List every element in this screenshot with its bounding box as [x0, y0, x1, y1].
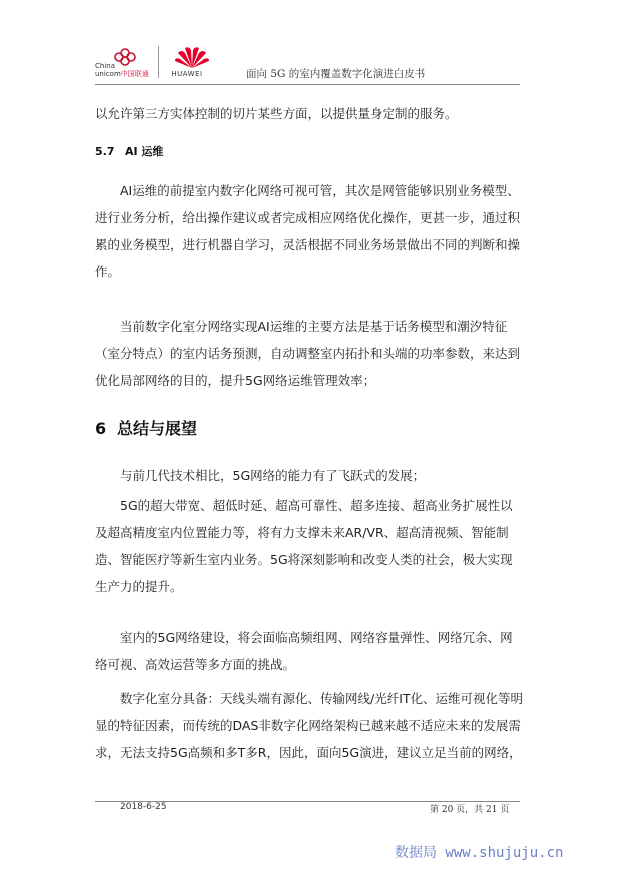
watermark: 数据局 www.shujuju.cn	[395, 845, 564, 861]
header-rule	[95, 84, 520, 85]
footer-date: 2018-6-25	[120, 802, 167, 812]
summary-paragraph-4: 数字化室分具备：天线头端有源化、传输网线/光纤IT化、运维可视化等明显的特征因素，而传统的DAS非数字化网络架构已越来越不适应未来的发展需求，无法支持5G高频和多T多R，因此，面向5G演进，建议立足当前的网络，	[95, 691, 524, 760]
section-heading-6	[95, 416, 197, 439]
section-title: AI 运维	[125, 145, 164, 158]
summary-paragraph-2: 5G的超大带宽、超低时延、超高可靠性、超多连接、超高业务扩展性以及超高精度室内位置能力等，将有力支撑未来AR/VR、超高清视频、智能制造、智能医疗等新生室内业务。5G将深刻影响和改变人类的社会，极大实现生产力的提升。	[95, 498, 513, 594]
section-number: 6	[95, 419, 107, 438]
ai-ops-paragraph-1: AI运维的前提室内数字化网络可视可管，其次是网管能够识别业务模型、进行业务分析，给出操作建议或者完成相应网络优化操作，更甚一步，通过积累的业务模型，进行机器自学习，灵活根据不同业务场景做出不同的判断和操作。	[95, 183, 521, 279]
summary-paragraph-3: 室内的5G网络建设，将会面临高频组网、网络容量弹性、网络冗余、网络可视、高效运营等多方面的挑战。	[95, 630, 513, 672]
section-number: 5.7	[95, 145, 115, 158]
huawei-logo-text: HUAWEI	[171, 70, 203, 78]
section-title: 总结与展望	[117, 419, 198, 438]
section-heading-5-7	[95, 143, 163, 159]
intro-paragraph: 以允许第三方实体控制的切片某些方面，以提供量身定制的服务。	[95, 106, 458, 121]
summary-paragraph-1: 与前几代技术相比，5G网络的能力有了飞跃式的发展；	[120, 468, 426, 483]
unicom-logo-text: China unicom中国联通	[95, 62, 149, 78]
ai-ops-paragraph-2: 当前数字化室分网络实现AI运维的主要方法是基于话务模型和潮汐特征（室分特点）的室内话务预测，自动调整室内拓扑和头端的功率参数，来达到优化局部网络的目的，提升5G网络运维管理效率；	[95, 319, 521, 388]
logo-divider	[158, 46, 159, 78]
document-title: 面向 5G 的室内覆盖数字化演进白皮书	[246, 68, 426, 80]
page-header	[95, 40, 520, 84]
footer-page-number: 第 20 页，共 21 页	[430, 805, 510, 815]
